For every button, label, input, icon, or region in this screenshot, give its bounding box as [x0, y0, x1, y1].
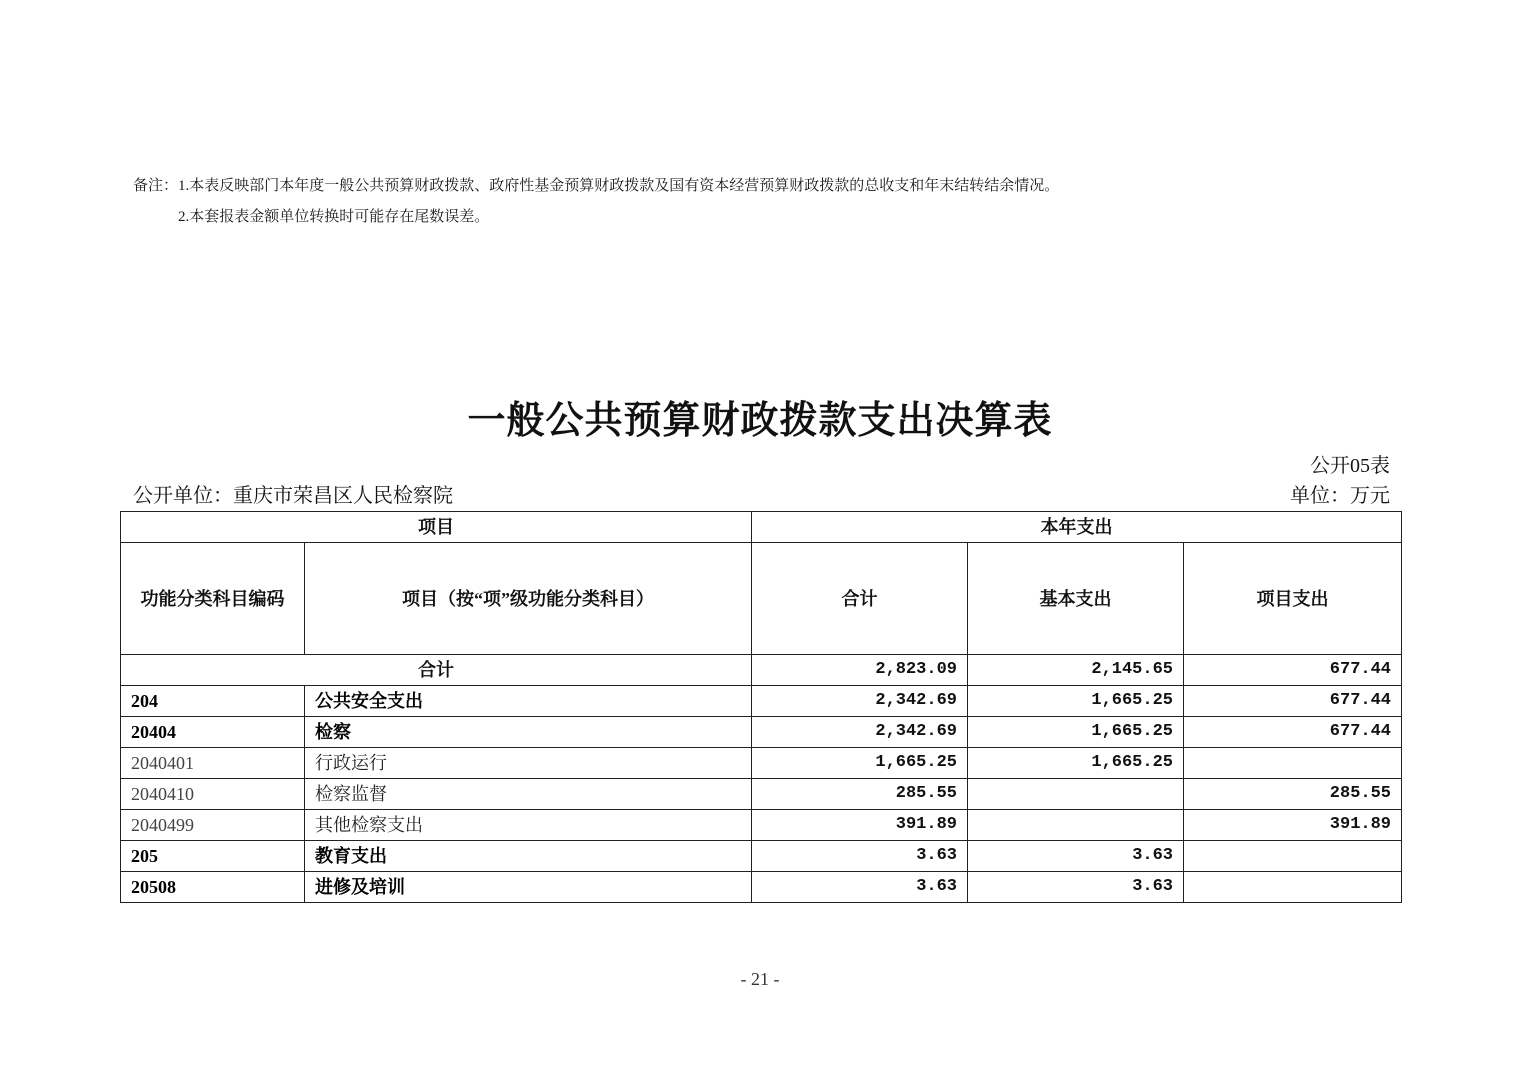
row-total: 3.63: [752, 841, 968, 872]
page-title: 一般公共预算财政拨款支出决算表: [467, 400, 1053, 442]
total-basic-value: 2,145.65: [968, 655, 1184, 686]
row-basic: 3.63: [968, 872, 1184, 903]
row-name: 教育支出: [305, 841, 752, 872]
column-header-code: 功能分类科目编码: [121, 543, 305, 655]
row-project: [1184, 872, 1402, 903]
table-row: [121, 810, 1402, 841]
expenditure-table: [120, 511, 1401, 903]
row-basic: [968, 779, 1184, 810]
row-basic: 3.63: [968, 841, 1184, 872]
row-name: 行政运行: [305, 748, 752, 779]
row-name: 检察监督: [305, 779, 752, 810]
row-total: 391.89: [752, 810, 968, 841]
row-total: 285.55: [752, 779, 968, 810]
row-basic: [968, 810, 1184, 841]
total-label: 合计: [121, 655, 752, 686]
row-project: [1184, 748, 1402, 779]
row-project: 285.55: [1184, 779, 1402, 810]
row-code: 204: [121, 686, 305, 717]
row-name: 公共安全支出: [305, 686, 752, 717]
header-group-row: [121, 512, 1402, 543]
header-group-current-year: 本年支出: [752, 512, 1402, 543]
column-header-project: 项目支出: [1184, 543, 1402, 655]
table-row: [121, 872, 1402, 903]
row-name: 进修及培训: [305, 872, 752, 903]
page-number: - 21 -: [740, 969, 780, 989]
total-value: 2,823.09: [752, 655, 968, 686]
row-basic: 1,665.25: [968, 748, 1184, 779]
row-basic: 1,665.25: [968, 686, 1184, 717]
row-total: 1,665.25: [752, 748, 968, 779]
row-total: 3.63: [752, 872, 968, 903]
column-header-item: 项目（按“项”级功能分类科目）: [305, 543, 752, 655]
row-total: 2,342.69: [752, 717, 968, 748]
table-row: [121, 686, 1402, 717]
total-project-value: 677.44: [1184, 655, 1402, 686]
column-header-total: 合计: [752, 543, 968, 655]
row-project: [1184, 841, 1402, 872]
column-header-basic: 基本支出: [968, 543, 1184, 655]
table-row: [121, 748, 1402, 779]
row-code: 20508: [121, 872, 305, 903]
row-total: 2,342.69: [752, 686, 968, 717]
form-number: 公开05表: [1310, 455, 1390, 477]
row-code: 2040401: [121, 748, 305, 779]
row-name: 检察: [305, 717, 752, 748]
row-project: 677.44: [1184, 717, 1402, 748]
table-row: [121, 779, 1402, 810]
total-row: [121, 655, 1402, 686]
row-project: 677.44: [1184, 686, 1402, 717]
table-row: [121, 841, 1402, 872]
row-code: 2040410: [121, 779, 305, 810]
row-name: 其他检察支出: [305, 810, 752, 841]
table-row: [121, 717, 1402, 748]
row-code: 2040499: [121, 810, 305, 841]
row-project: 391.89: [1184, 810, 1402, 841]
header-column-row: [121, 543, 1402, 655]
row-code: 205: [121, 841, 305, 872]
row-code: 20404: [121, 717, 305, 748]
note-line-2: 2.本套报表金额单位转换时可能存在尾数误差。: [178, 209, 490, 225]
header-group-item: 项目: [121, 512, 752, 543]
row-basic: 1,665.25: [968, 717, 1184, 748]
amount-unit: 单位：万元: [1290, 485, 1390, 507]
note-line-1: 备注：1.本表反映部门本年度一般公共预算财政拨款、政府性基金预算财政拨款及国有资本经营预算财政拨款的总收支和年末结转结余情况。: [133, 178, 1060, 194]
reporting-unit: 公开单位：重庆市荣昌区人民检察院: [133, 485, 453, 507]
